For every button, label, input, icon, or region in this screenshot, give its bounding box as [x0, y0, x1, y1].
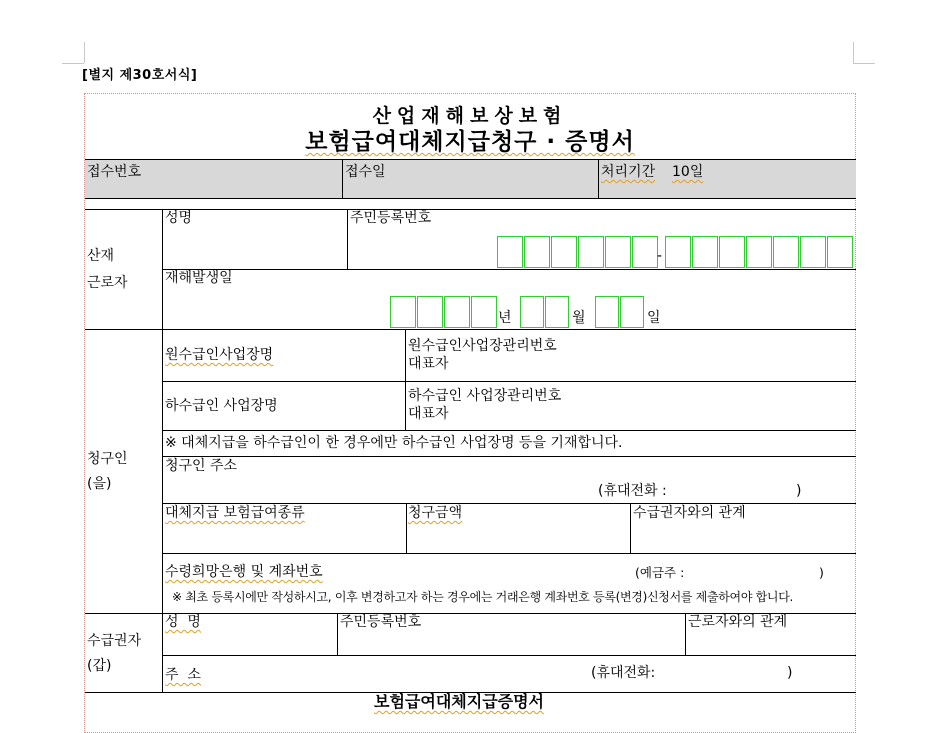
rrn-digit-box[interactable] — [692, 236, 718, 268]
subcontractor-note: ※ 대체지급을 하수급인이 한 경우에만 하수급인 사업장명 등을 기재합니다. — [165, 435, 623, 451]
worker-rrn-label: 주민등록번호 — [350, 210, 432, 226]
recipient-name-label: 성 명 — [165, 614, 201, 630]
account-holder-close: ) — [819, 565, 824, 580]
crop-mark-top-left-v — [84, 42, 85, 63]
year-digit-box[interactable] — [417, 296, 443, 328]
accident-date-label: 재해발생일 — [165, 270, 233, 286]
prime-rep-label: 대표자 — [408, 356, 449, 372]
day-digit-box[interactable] — [620, 296, 644, 328]
recipient-address-label: 주 소 — [165, 667, 201, 683]
processing-period-label: 처리기간 — [601, 164, 656, 180]
relation-to-recipient-label: 수급권자와의 관계 — [633, 505, 746, 521]
rrn-digit-box[interactable] — [665, 236, 691, 268]
account-holder-label: (예금주 : — [635, 565, 685, 580]
rrn-separator: - — [657, 248, 663, 264]
day-digit-box[interactable] — [595, 296, 619, 328]
rule — [347, 209, 348, 269]
rule — [162, 613, 163, 693]
claimant-address-label: 청구인 주소 — [165, 458, 238, 474]
sub-mgmt-no-label: 하수급인 사업장관리번호 — [408, 388, 562, 404]
year-digit-box[interactable] — [444, 296, 470, 328]
rrn-digit-box[interactable] — [800, 236, 826, 268]
rule — [685, 613, 686, 655]
receipt-number-label: 접수번호 — [87, 164, 142, 180]
claimant-section-label-1: 청구인 — [87, 451, 128, 467]
claim-amount-label: 청구금액 — [408, 505, 463, 521]
bank-account-label: 수령희망은행 및 계좌번호 — [165, 564, 323, 580]
rule — [337, 613, 338, 655]
form-number-label: [별지 제30호서식] — [82, 68, 198, 83]
receipt-date-label: 접수일 — [345, 164, 386, 180]
recipient-section-label-1: 수급권자 — [87, 633, 142, 649]
rule — [162, 553, 856, 554]
benefit-type-label: 대체지급 보험급여종류 — [165, 505, 305, 521]
receipt-divider-2 — [598, 159, 599, 199]
year-digit-box[interactable] — [471, 296, 497, 328]
rrn-digit-box[interactable] — [578, 236, 604, 268]
rule — [405, 329, 406, 430]
rrn-digit-box[interactable] — [605, 236, 631, 268]
worker-section-label-1: 산재 — [87, 248, 115, 264]
receipt-row — [85, 159, 856, 199]
crop-mark-top-right-v — [853, 42, 854, 63]
month-unit: 월 — [572, 310, 586, 326]
rule — [630, 503, 631, 553]
worker-section-label-2: 근로자 — [87, 275, 128, 291]
prime-mgmt-no-label: 원수급인사업장관리번호 — [408, 338, 557, 354]
day-unit: 일 — [647, 310, 661, 326]
document-title: 보험급여대체지급청구 · 증명서 — [305, 129, 635, 155]
recipient-phone-label: (휴대전화: — [591, 665, 656, 681]
rule — [162, 456, 856, 457]
rrn-digit-box[interactable] — [551, 236, 577, 268]
rrn-digit-box[interactable] — [773, 236, 799, 268]
rule — [85, 329, 856, 330]
rule — [85, 209, 856, 210]
rrn-digit-box[interactable] — [632, 236, 658, 268]
rrn-digit-box[interactable] — [719, 236, 745, 268]
month-digit-box[interactable] — [545, 296, 569, 328]
worker-name-label: 성명 — [165, 210, 193, 226]
year-digit-box[interactable] — [390, 296, 416, 328]
recipient-section-label-2: (갑) — [87, 658, 112, 674]
claimant-phone-close: ) — [796, 483, 802, 499]
sub-site-label: 하수급인 사업장명 — [165, 398, 278, 414]
prime-site-label: 원수급인사업장명 — [165, 347, 274, 363]
year-unit: 년 — [498, 310, 512, 326]
month-digit-box[interactable] — [520, 296, 544, 328]
rrn-digit-box[interactable] — [497, 236, 523, 268]
title-line-1: 산업재해보상보험 — [372, 105, 568, 127]
rule — [162, 655, 856, 656]
rule — [406, 503, 407, 553]
receipt-divider-1 — [342, 159, 343, 199]
processing-period-value: 10일 — [672, 164, 704, 180]
recipient-rrn-label: 주민등록번호 — [340, 614, 422, 630]
crop-mark-top-left — [62, 63, 84, 64]
sub-rep-label: 대표자 — [408, 406, 449, 422]
rule — [162, 269, 856, 270]
rrn-digit-box[interactable] — [746, 236, 772, 268]
rule — [162, 503, 856, 504]
bank-registration-note: ※ 최초 등록시에만 작성하시고, 이후 변경하고자 하는 경우에는 거래은행 계좌번호 등록(변경)신청서를 제출하여야 합니다. — [172, 590, 794, 604]
recipient-phone-close: ) — [787, 665, 793, 681]
rule — [162, 430, 856, 431]
certificate-title: 보험급여대체지급증명서 — [374, 692, 545, 711]
relation-to-worker-label: 근로자와의 관계 — [688, 614, 788, 630]
claimant-section-label-2: (을) — [87, 476, 112, 492]
crop-mark-top-right — [853, 63, 875, 64]
rule — [162, 381, 856, 382]
claimant-phone-label: (휴대전화 : — [598, 483, 667, 499]
rrn-digit-box[interactable] — [827, 236, 853, 268]
rrn-digit-box[interactable] — [524, 236, 550, 268]
